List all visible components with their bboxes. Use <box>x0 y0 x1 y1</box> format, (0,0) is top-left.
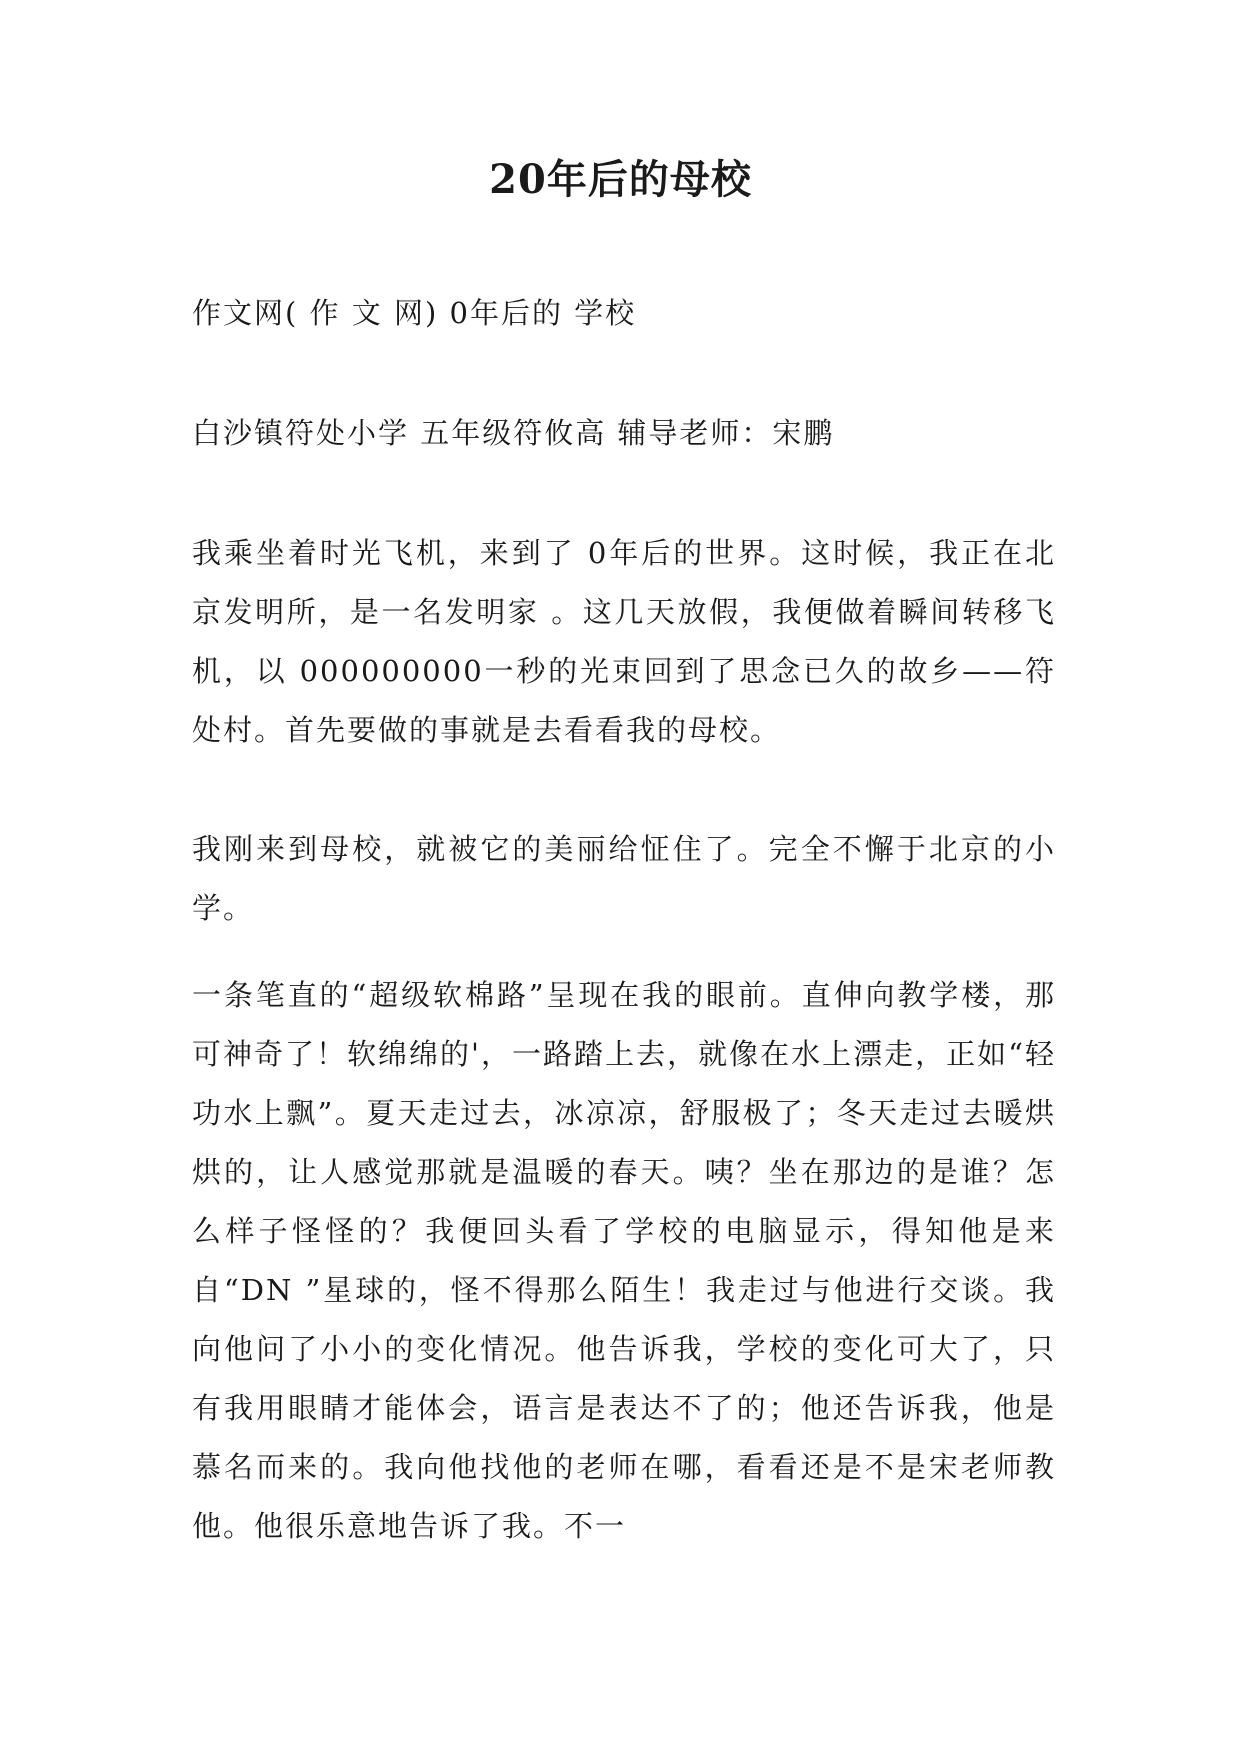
paragraph-arrival: 我刚来到母校，就被它的美丽给怔住了。完全不懈于北京的小学。 <box>192 832 1056 925</box>
document-title: 20年后的母校 <box>489 156 752 203</box>
paragraph-intro: 我乘坐着时光飞机，来到了 0年后的世界。这时候，我正在北京发明所，是一名发明家 。这几天放假，我便做着瞬间转移飞机，以 000000000一秒的光束回到了思念已久的故乡——符处村。首先要做的事就是去看看我的母校。 <box>192 536 1056 747</box>
author-line: 白沙镇符处小学 五年级符攸高 辅导老师：宋鹏 <box>192 416 835 450</box>
paragraph-road: 一条笔直的“超级软棉路”呈现在我的眼前。直伸向教学楼，那可神奇了！软绵绵的'，一路踏上去，就像在水上漂走，正如“轻功水上飘”。夏天走过去，冰凉凉，舒服极了；冬天走过去暖烘烘的，让人感觉那就是温暖的春天。咦？坐在那边的是谁？怎么样子怪怪的？我便回头看了学校的电脑显示，得知他是来自“DN ”星球的，怪不得那么陌生！我走过与他进行交谈。我向他问了小小的变化情况。他告诉我，学校的变化可大了，只有我用眼睛才能体会，语言是表达不了的；他还告诉我，他是慕名而来的。我向他找他的老师在哪，看看还是不是宋老师教他。他很乐意地告诉了我。不一 <box>192 978 1056 1543</box>
source-line: 作文网( 作 文 网) 0年后的 学校 <box>192 296 637 330</box>
